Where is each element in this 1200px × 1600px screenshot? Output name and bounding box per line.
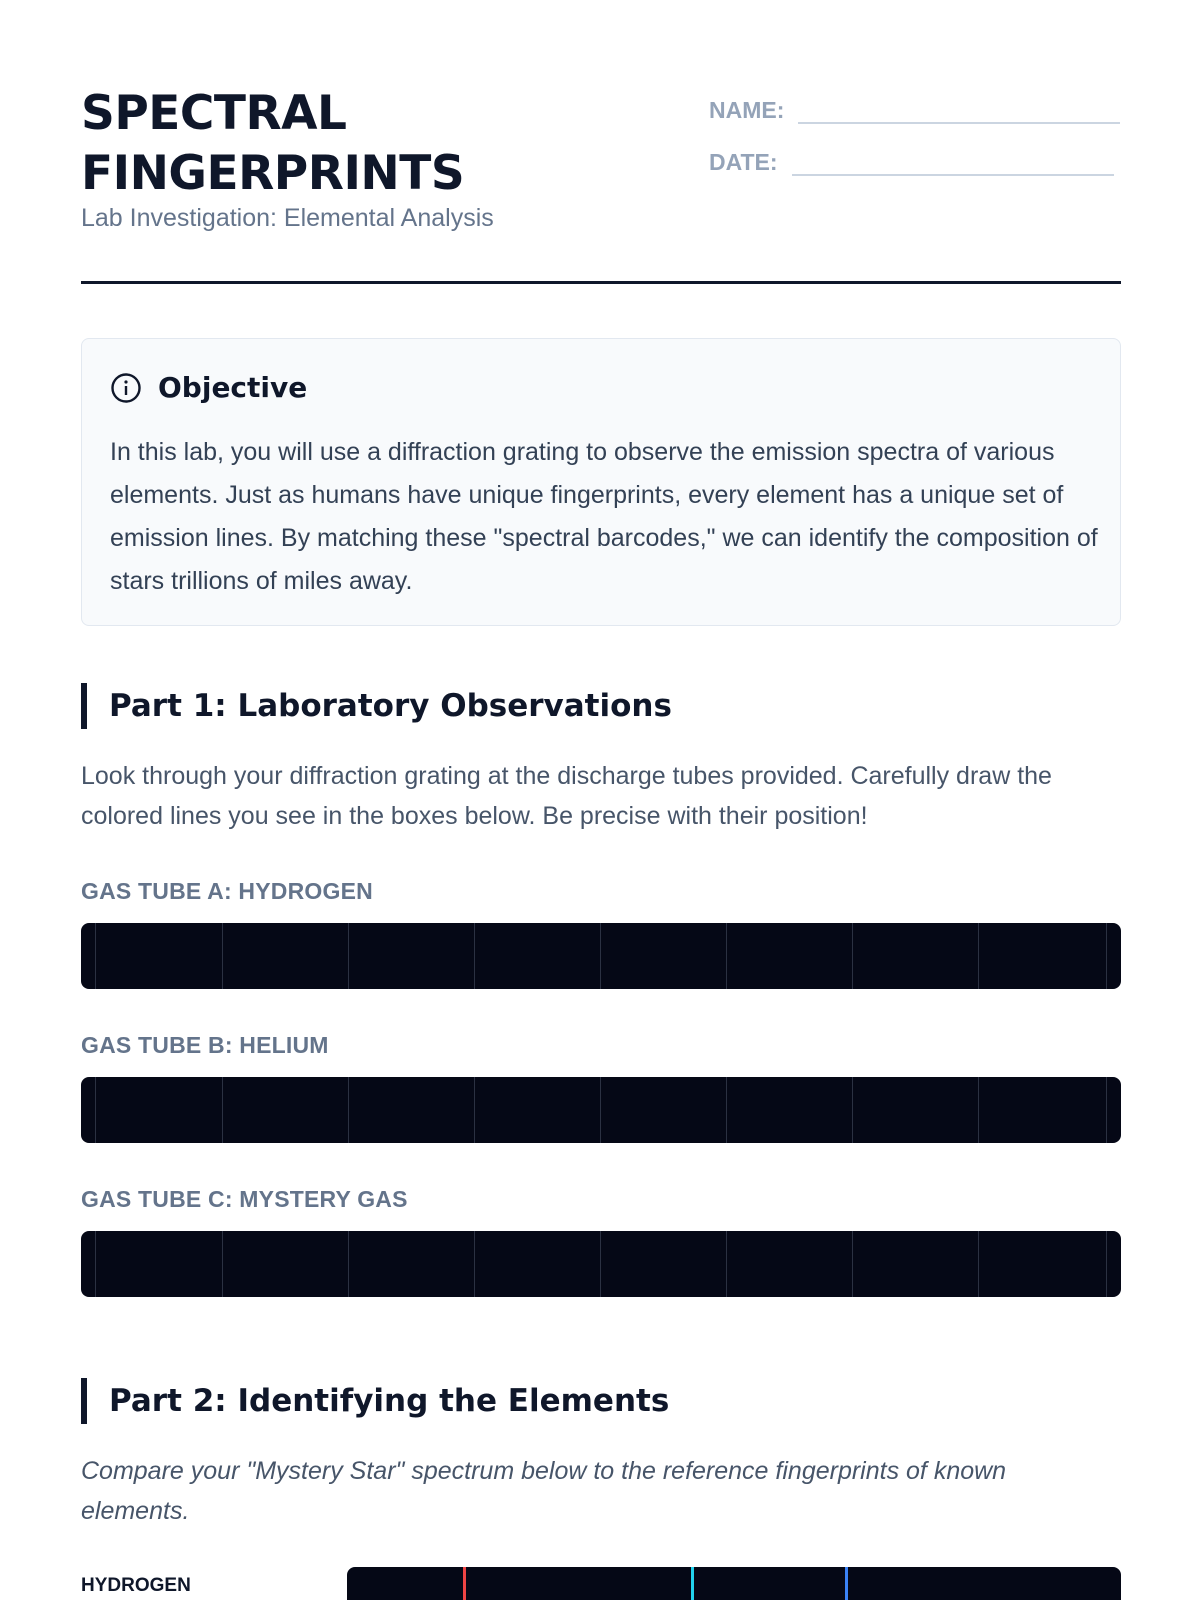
info-icon [110,372,142,404]
section-accent-bar [81,683,87,729]
grid-tick [726,1231,727,1297]
date-input-line[interactable] [792,174,1114,176]
grid-tick [474,1077,475,1143]
grid-tick [348,1077,349,1143]
grid-tick [222,923,223,989]
emission-line [691,1567,694,1600]
part2-heading [81,1378,669,1424]
emission-line [463,1567,466,1600]
grid-tick [222,1231,223,1297]
part2-instructions: Compare your "Mystery Star" spectrum below to the reference fingerprints of known elements. [81,1457,1007,1525]
grid-tick [474,923,475,989]
grid-tick [1106,1231,1107,1297]
grid-tick [348,1231,349,1297]
grid-tick [600,1077,601,1143]
part1-instructions: Look through your diffraction grating at the discharge tubes provided. Carefully draw the colored lines you see in the boxes below. Be precise with their position! [81,762,1052,830]
grid-tick [978,1077,979,1143]
tube-b-label: GAS TUBE B: HELIUM [81,1032,329,1058]
title-line-1: SPECTRAL [81,86,347,141]
part1-title: Part 1: Laboratory Observations [109,688,672,724]
grid-tick [95,1231,96,1297]
tube-c-drawing-box[interactable] [81,1231,1121,1297]
grid-tick [852,923,853,989]
grid-tick [852,1077,853,1143]
worksheet-header [81,80,1121,284]
tube-b-drawing-box[interactable] [81,1077,1121,1143]
section-accent-bar [81,1378,87,1424]
name-input-line[interactable] [798,122,1120,124]
grid-tick [600,923,601,989]
reference-label-hydrogen: HYDROGEN [81,1575,191,1596]
grid-tick [726,1077,727,1143]
grid-tick [726,923,727,989]
date-field [709,136,1114,176]
grid-tick [222,1077,223,1143]
page-title [81,84,464,204]
grid-tick [978,1231,979,1297]
objective-heading [110,371,307,404]
title-line-2: FINGERPRINTS [81,146,465,201]
tube-a-drawing-box[interactable] [81,923,1121,989]
grid-tick [1106,1077,1107,1143]
reference-spectrum-hydrogen [347,1567,1121,1600]
grid-tick [852,1231,853,1297]
emission-line [845,1567,848,1600]
name-field [709,84,1120,124]
page-subtitle: Lab Investigation: Elemental Analysis [81,204,494,232]
objective-text: In this lab, you will use a diffraction grating to observe the emission spectra of various elements. Just as humans have unique fingerprints, every element has a unique set of emission lines. By matching these "spectral barcodes," we can identify the composition of stars trillions of miles away. [110,438,1098,595]
tube-c-label: GAS TUBE C: MYSTERY GAS [81,1186,408,1212]
name-label: NAME: [709,97,785,123]
tube-a-label: GAS TUBE A: HYDROGEN [81,878,373,904]
grid-tick [95,1077,96,1143]
objective-box [81,338,1121,626]
grid-tick [348,923,349,989]
grid-tick [95,923,96,989]
objective-title: Objective [158,371,308,404]
part1-heading [81,683,672,729]
grid-tick [978,923,979,989]
grid-tick [1106,923,1107,989]
part2-title: Part 2: Identifying the Elements [109,1383,670,1419]
date-label: DATE: [709,149,778,175]
grid-tick [474,1231,475,1297]
grid-tick [600,1231,601,1297]
